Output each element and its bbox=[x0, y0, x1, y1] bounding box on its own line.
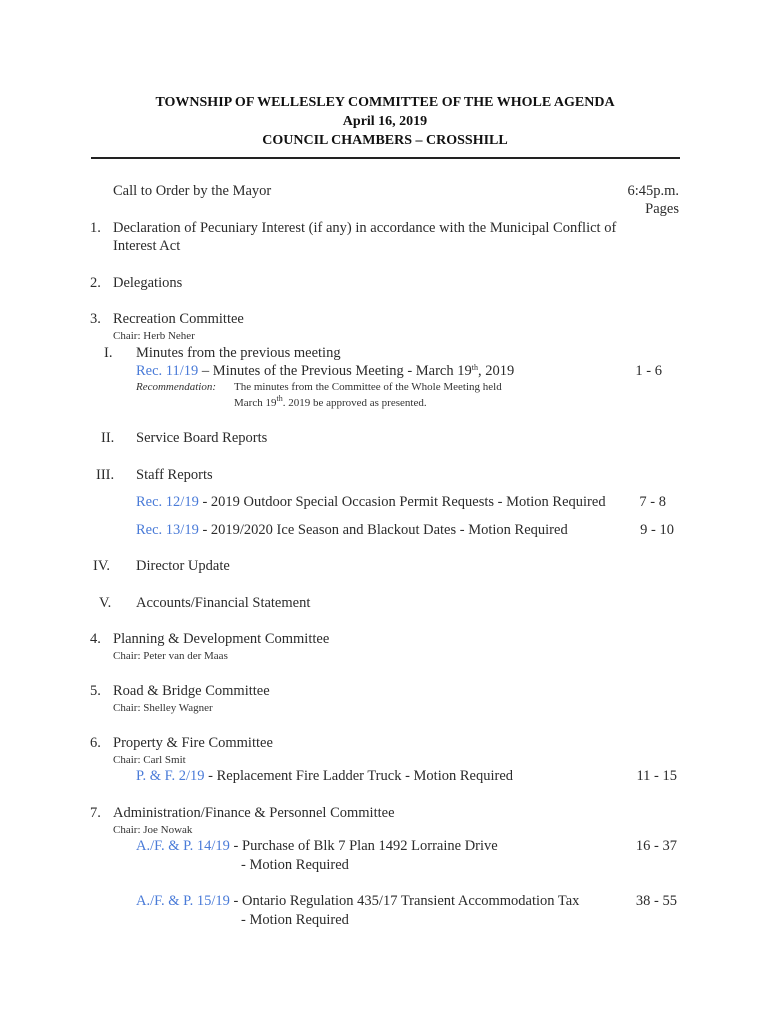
item-4-number: 4. bbox=[90, 631, 101, 647]
rec-13-text: - 2019/2020 Ice Season and Blackout Dates - Motion Required bbox=[198, 522, 568, 538]
sub-i-label: Minutes from the previous meeting bbox=[136, 345, 341, 361]
item-7-chair: Chair: Joe Nowak bbox=[113, 824, 193, 836]
pf-2-19-link[interactable]: P. & F. 2/19 bbox=[136, 768, 205, 784]
rec-13-pages: 9 - 10 bbox=[640, 522, 674, 538]
call-to-order: Call to Order by the Mayor bbox=[113, 183, 272, 199]
sub-v-label: Accounts/Financial Statement bbox=[136, 595, 311, 611]
sub-i-number: I. bbox=[104, 345, 113, 361]
header-divider bbox=[91, 157, 680, 159]
rec-12-text: - 2019 Outdoor Special Occasion Permit Requests - Motion Required bbox=[198, 494, 606, 510]
rec-11-19-link[interactable]: Rec. 11/19 bbox=[136, 363, 199, 379]
rec-11-pages: 1 - 6 bbox=[635, 363, 662, 379]
rec-13-line bbox=[136, 522, 568, 539]
rec-11-line bbox=[136, 363, 514, 380]
item-3-chair: Chair: Herb Neher bbox=[113, 330, 195, 342]
item-5-number: 5. bbox=[90, 683, 101, 699]
pf-2-pages: 11 - 15 bbox=[636, 768, 677, 784]
agenda-date: April 16, 2019 bbox=[342, 114, 428, 129]
item-3-label: Recreation Committee bbox=[113, 311, 244, 327]
recommendation-line bbox=[136, 381, 216, 393]
item-6-number: 6. bbox=[90, 735, 101, 751]
pf-2-text: - Replacement Fire Ladder Truck - Motion Required bbox=[204, 768, 514, 784]
item-1-number: 1. bbox=[90, 220, 101, 236]
item-7-label: Administration/Finance & Personnel Committee bbox=[113, 805, 395, 821]
afp-15-cont: - Motion Required bbox=[241, 912, 349, 928]
afp-14-line bbox=[136, 838, 498, 855]
rec-12-line bbox=[136, 494, 606, 511]
recommendation-text-1: The minutes from the Committee of the Whole Meeting held bbox=[234, 381, 502, 393]
item-2-label: Delegations bbox=[113, 275, 183, 291]
recommendation-date: March 19 bbox=[234, 397, 277, 409]
rec-12-pages: 7 - 8 bbox=[639, 494, 666, 510]
sub-v-number: V. bbox=[99, 595, 112, 611]
item-2-number: 2. bbox=[90, 275, 101, 291]
pages-header: Pages bbox=[645, 201, 679, 217]
sub-iii-number: III. bbox=[96, 467, 115, 483]
rec-11-text: – Minutes of the Previous Meeting - March 19 bbox=[198, 363, 472, 379]
item-6-label: Property & Fire Committee bbox=[113, 735, 273, 751]
item-4-label: Planning & Development Committee bbox=[113, 631, 330, 647]
item-4-chair: Chair: Peter van der Maas bbox=[113, 650, 228, 662]
afp-15-19-link[interactable]: A./F. & P. 15/19 bbox=[136, 893, 230, 909]
sub-iii-label: Staff Reports bbox=[136, 467, 213, 483]
call-to-order-time: 6:45p.m. bbox=[627, 183, 679, 199]
recommendation-sup: th bbox=[276, 394, 283, 403]
rec-12-19-link[interactable]: Rec. 12/19 bbox=[136, 494, 199, 510]
afp-15-line bbox=[136, 893, 579, 910]
afp-15-text: - Ontario Regulation 435/17 Transient Accommodation Tax bbox=[229, 893, 580, 909]
item-6-chair: Chair: Carl Smit bbox=[113, 754, 186, 766]
sub-iv-label: Director Update bbox=[136, 558, 230, 574]
item-5-label: Road & Bridge Committee bbox=[113, 683, 270, 699]
afp-14-text: - Purchase of Blk 7 Plan 1492 Lorraine Drive bbox=[229, 838, 498, 854]
afp-14-pages: 16 - 37 bbox=[635, 838, 677, 854]
rec-13-19-link[interactable]: Rec. 13/19 bbox=[136, 522, 199, 538]
item-1-text-cont: Interest Act bbox=[113, 238, 181, 254]
item-7-number: 7. bbox=[90, 805, 101, 821]
sub-iv-number: IV. bbox=[93, 558, 111, 574]
pf-2-line bbox=[136, 768, 513, 785]
item-3-number: 3. bbox=[90, 311, 101, 327]
afp-14-19-link[interactable]: A./F. & P. 14/19 bbox=[136, 838, 230, 854]
recommendation-text-2 bbox=[234, 394, 427, 409]
rec-11-text-end: , 2019 bbox=[477, 363, 515, 379]
sub-ii-number: II. bbox=[101, 430, 115, 446]
rec-11-sup: th bbox=[471, 363, 478, 372]
item-1-text: Declaration of Pecuniary Interest (if any) in accordance with the Municipal Conflict of bbox=[113, 220, 617, 236]
recommendation-label: Recommendation: bbox=[136, 381, 217, 393]
item-5-chair: Chair: Shelley Wagner bbox=[113, 702, 213, 714]
agenda-title: TOWNSHIP OF WELLESLEY COMMITTEE OF THE WHOLE AGENDA bbox=[155, 95, 615, 110]
afp-15-pages: 38 - 55 bbox=[635, 893, 677, 909]
afp-14-cont: - Motion Required bbox=[241, 857, 349, 873]
sub-ii-label: Service Board Reports bbox=[136, 430, 268, 446]
agenda-location: COUNCIL CHAMBERS – CROSSHILL bbox=[262, 133, 508, 148]
recommendation-end: . 2019 be approved as presented. bbox=[282, 397, 427, 409]
